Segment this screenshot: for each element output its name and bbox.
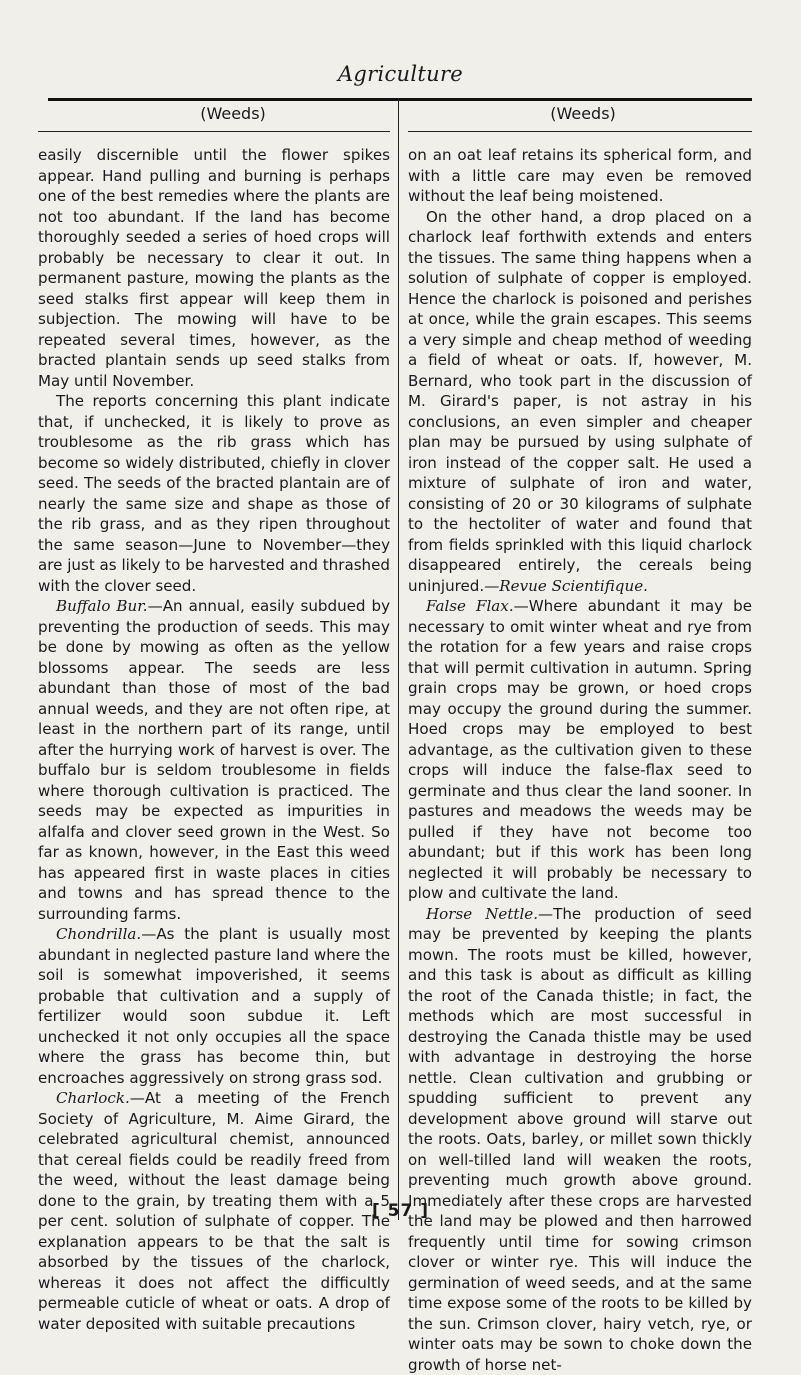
entry-title: Buffalo Bur. <box>56 597 148 615</box>
paragraph <box>38 391 390 596</box>
right-section-rule <box>408 131 752 132</box>
paragraph-text: —An annual, easily subdued by preventing the production of seeds. This may be done by mowing as often as the yellow blossoms appear. The seeds are less abundant than those of most of the bad annual weeds, and they are not often ripe, at least in the northern part of its range, until after the hurrying work of harvest is over. The buffalo bur is seldom troublesome in fields where thorough cultivation is practiced. The seeds may be expected as impurities in alfalfa and clover seed grown in the West. So far as known, however, in the East this weed has appeared first in waste places in cities and towns and has spread thence to the surrounding farms. <box>38 597 390 923</box>
entry-title: Charlock. <box>56 1089 130 1107</box>
paragraph <box>408 904 752 1375</box>
paragraph <box>38 924 390 1088</box>
entry-title: Horse Nettle. <box>426 905 538 923</box>
paragraph <box>408 207 752 597</box>
paragraph-text: —At a meeting of the French Society of Agriculture, M. Aime Girard, the celebrated agricultural chemist, announced that cereal fields could be readily freed from the weed, without the least damage being done to the grain, by treating them with a 5 per cent. solution of sulphate of copper. The explanation appears to be that the salt is absorbed by the tissues of the charlock, whereas it does not affect the difficultly permeable cuticle of wheat or oats. A drop of water deposited with suitable precautions <box>38 1089 390 1333</box>
entry-title: False Flax. <box>426 597 514 615</box>
paragraph-text: —Where abundant it may be necessary to omit winter wheat and rye from the rotation for a few years and raise crops that will permit cultivation in autumn. Spring grain crops may be grown, or hoed crops may occupy the ground during the summer. Hoed crops may be employed to best advantage, as the cultivation given to these crops will induce the false-flax seed to germinate and thus clear the land sooner. In pastures and meadows the weeds may be pulled if they have not become too abundant; but if this work has been long neglected it will probably be necessary to plow and cultivate the land. <box>408 597 752 902</box>
paragraph <box>408 596 752 904</box>
right-section-label: (Weeds) <box>483 104 683 123</box>
left-section-label: (Weeds) <box>133 104 333 123</box>
source-citation: —Revue Scientifique. <box>484 577 648 595</box>
paragraph <box>38 145 390 391</box>
left-section-rule <box>38 131 390 132</box>
header-rule <box>48 98 752 101</box>
entry-title: Chondrilla. <box>56 925 141 943</box>
paragraph <box>38 596 390 924</box>
paragraph <box>408 145 752 207</box>
running-head: Agriculture <box>0 62 801 86</box>
paragraph-text: easily discernible until the flower spikes appear. Hand pulling and burning is perhaps one of the best remedies where the plants are not too abundant. If the land has become thoroughly seeded a series of hoed crops will probably be necessary to clear it out. In permanent pasture, mowing the plants as the seed stalks first appear will keep them in subjection. The mowing will have to be repeated several times, however, as the bracted plantain sends up seed stalks from May until November. <box>38 146 390 390</box>
paragraph-text: on an oat leaf retains its spherical form, and with a little care may even be removed without the leaf being moistened. <box>408 146 752 205</box>
paragraph-text: The reports concerning this plant indicate that, if unchecked, it is likely to prove as troublesome as the rib grass which has become so widely distributed, chiefly in clover seed. The seeds of the bracted plantain are of nearly the same size and shape as those of the rib grass, and as they ripen throughout the same season—June to November—they are just as likely to be harvested and thrashed with the clover seed. <box>38 392 390 595</box>
right-column <box>408 145 752 1200</box>
paragraph-text: On the other hand, a drop placed on a charlock leaf forthwith extends and enters the tissues. The same thing happens when a solution of sulphate of copper is employed. Hence the charlock is poisoned and perishes at once, while the grain escapes. This seems a very simple and cheap method of weeding a field of wheat or oats. If, however, M. Bernard, who took part in the discussion of M. Girard's paper, is not astray in his conclusions, an even simpler and cheaper plan may be pursued by using sulphate of iron instead of the copper salt. He used a mixture of sulphate of iron and water, consisting of 20 or 30 kilograms of sulphate to the hectoliter of water and found that from fields sprinkled with this liquid charlock disappeared entirely, the cereals being uninjured. <box>408 208 752 595</box>
page-number: [ 57 ] <box>0 1201 801 1221</box>
paragraph-text: —As the plant is usually most abundant in neglected pasture land where the soil is somewhat impoverished, it seems probable that cultivation and a supply of fertilizer would soon subdue it. Left unchecked it not only occupies all the space where the grass has become thin, but encroaches aggressively on strong grass sod. <box>38 925 390 1087</box>
paragraph-text: —The production of seed may be prevented by keeping the plants mown. The roots must be killed, however, and this task is about as difficult as killing the root of the Canada thistle; in fact, the methods which are most successful in destroying the Canada thistle may be used with advantage in destroying the horse nettle. Clean cultivation and grubbing or spudding sufficient to prevent any development above ground will starve out the roots. Oats, barley, or millet sown thickly on well-tilled land will weaken the roots, preventing much growth above ground. Immediately after these crops are harvested the land may be plowed and then harrowed frequently until time for sowing crimson clover or winter rye. This will induce the germination of weed seeds, and at the same time expose some of the roots to be killed by the sun. Crimson clover, hairy vetch, rye, or winter oats may be sown to choke down the growth of horse net- <box>408 905 752 1374</box>
left-column <box>38 145 390 1200</box>
column-separator <box>398 98 399 1220</box>
